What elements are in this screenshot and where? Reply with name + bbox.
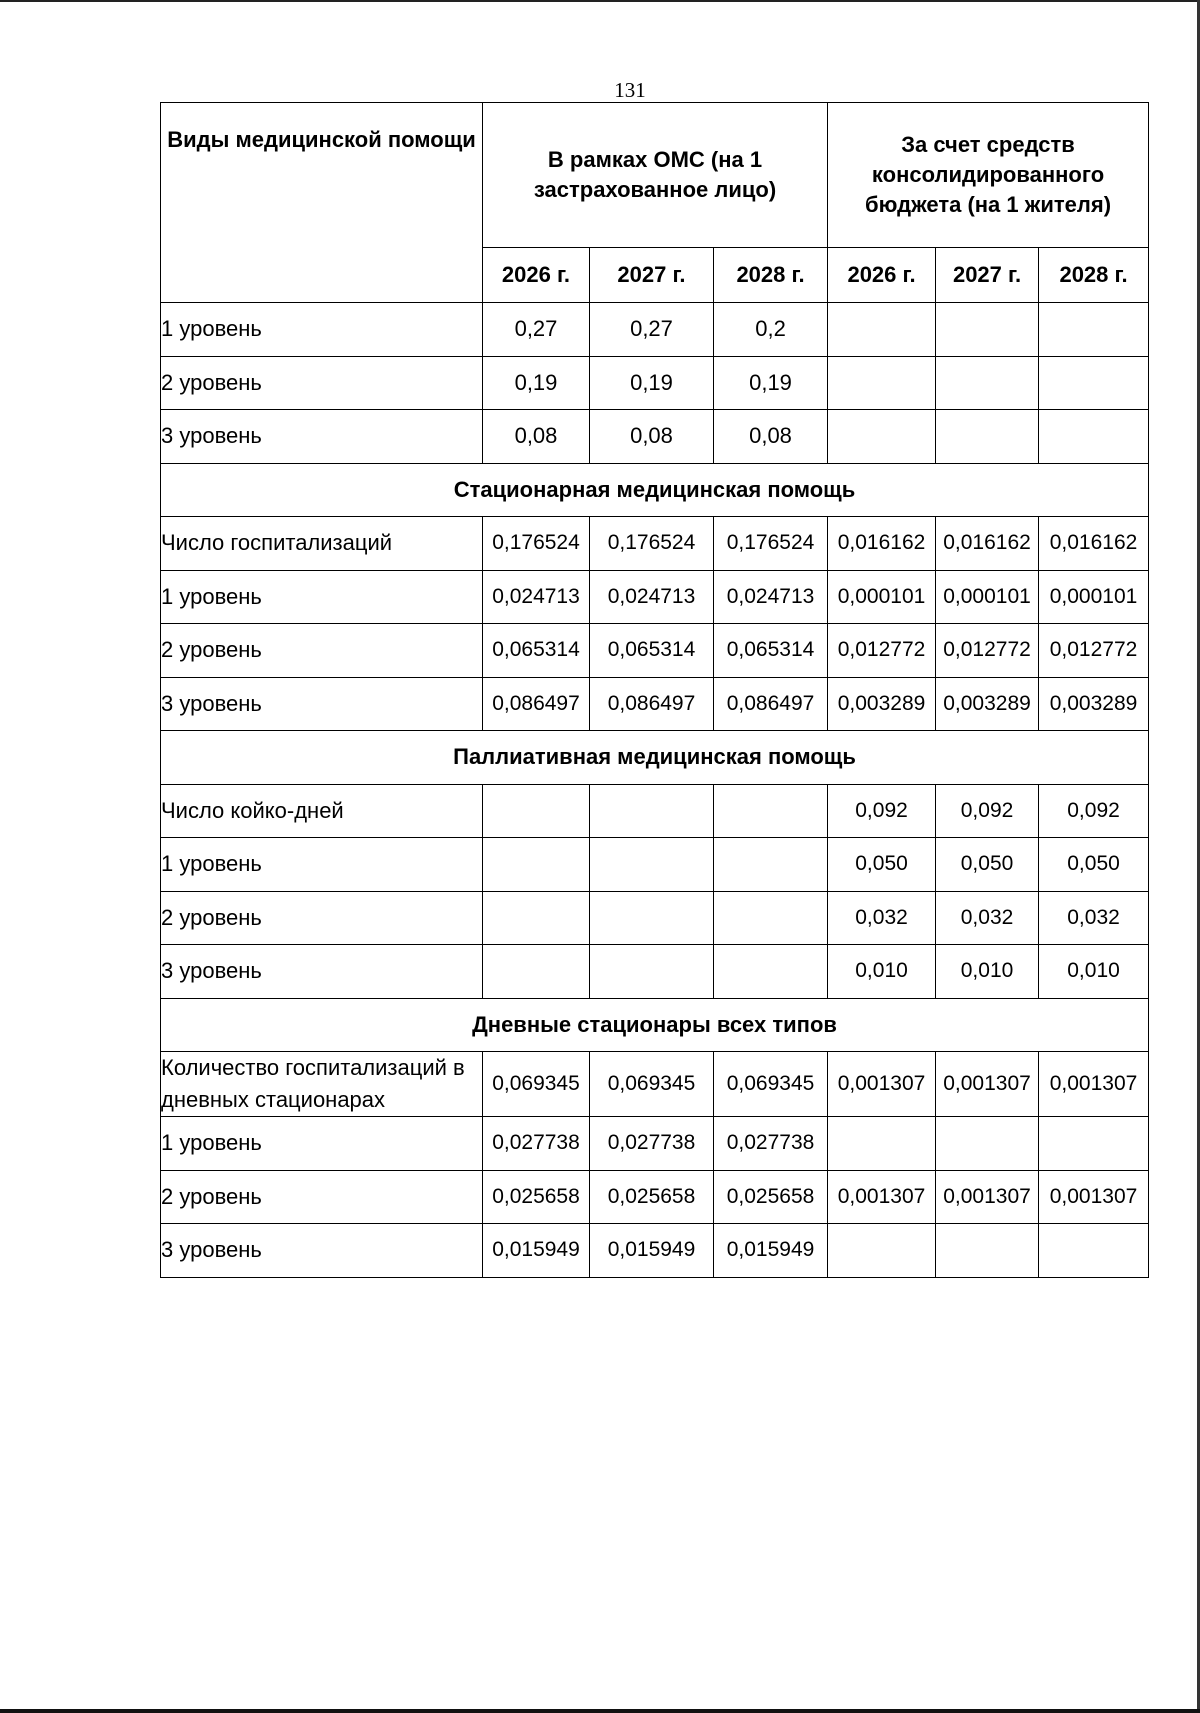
table-body bbox=[161, 103, 1149, 1278]
value-cell bbox=[483, 945, 590, 999]
value-cell: 0,065314 bbox=[714, 624, 828, 678]
section-row bbox=[161, 998, 1149, 1052]
value-cell: 0,032 bbox=[1039, 891, 1149, 945]
value-cell: 0,032 bbox=[936, 891, 1039, 945]
value-cell: 0,092 bbox=[828, 784, 936, 838]
value-cell: 0,000101 bbox=[1039, 570, 1149, 624]
value-cell: 0,27 bbox=[590, 303, 714, 357]
table-row bbox=[161, 356, 1149, 410]
value-cell bbox=[590, 784, 714, 838]
page-number: 131 bbox=[614, 78, 646, 102]
value-cell: 0,027738 bbox=[483, 1117, 590, 1171]
value-cell: 0,032 bbox=[828, 891, 936, 945]
section-row bbox=[161, 731, 1149, 785]
value-cell: 0,010 bbox=[1039, 945, 1149, 999]
table-row bbox=[161, 1224, 1149, 1278]
row-label: 2 уровень bbox=[161, 1170, 483, 1224]
value-cell: 0,003289 bbox=[828, 677, 936, 731]
header-year: 2027 г. bbox=[936, 248, 1039, 303]
value-cell: 0,19 bbox=[590, 356, 714, 410]
value-cell: 0,024713 bbox=[590, 570, 714, 624]
value-cell: 0,027738 bbox=[590, 1117, 714, 1171]
header-year: 2026 г. bbox=[483, 248, 590, 303]
scan-edge-top bbox=[0, 0, 1200, 2]
value-cell: 0,001307 bbox=[936, 1052, 1039, 1117]
row-label: Число койко-дней bbox=[161, 784, 483, 838]
value-cell: 0,000101 bbox=[828, 570, 936, 624]
header-year: 2027 г. bbox=[590, 248, 714, 303]
value-cell: 0,015949 bbox=[714, 1224, 828, 1278]
value-cell bbox=[714, 784, 828, 838]
row-label: Число госпитализаций bbox=[161, 517, 483, 571]
table-row bbox=[161, 677, 1149, 731]
value-cell: 0,024713 bbox=[483, 570, 590, 624]
care-volume-table bbox=[160, 102, 1149, 1278]
value-cell bbox=[483, 784, 590, 838]
value-cell: 0,27 bbox=[483, 303, 590, 357]
value-cell: 0,176524 bbox=[590, 517, 714, 571]
value-cell: 0,010 bbox=[936, 945, 1039, 999]
value-cell bbox=[1039, 303, 1149, 357]
section-title: Стационарная медицинская помощь bbox=[161, 463, 1149, 517]
value-cell bbox=[1039, 410, 1149, 464]
value-cell bbox=[1039, 1117, 1149, 1171]
table-row bbox=[161, 1170, 1149, 1224]
value-cell bbox=[828, 1117, 936, 1171]
value-cell: 0,016162 bbox=[828, 517, 936, 571]
value-cell bbox=[590, 891, 714, 945]
value-cell: 0,19 bbox=[483, 356, 590, 410]
value-cell: 0,092 bbox=[1039, 784, 1149, 838]
row-label: 1 уровень bbox=[161, 570, 483, 624]
value-cell: 0,08 bbox=[590, 410, 714, 464]
value-cell: 0,012772 bbox=[828, 624, 936, 678]
value-cell: 0,001307 bbox=[1039, 1170, 1149, 1224]
row-label: 3 уровень bbox=[161, 410, 483, 464]
value-cell bbox=[1039, 356, 1149, 410]
value-cell: 0,012772 bbox=[936, 624, 1039, 678]
header-budget-group: За счет средств консолидированного бюджета (на 1 жителя) bbox=[828, 103, 1149, 248]
table-row bbox=[161, 570, 1149, 624]
value-cell: 0,015949 bbox=[590, 1224, 714, 1278]
value-cell bbox=[936, 410, 1039, 464]
value-cell bbox=[828, 1224, 936, 1278]
section-title: Дневные стационары всех типов bbox=[161, 998, 1149, 1052]
value-cell: 0,065314 bbox=[483, 624, 590, 678]
value-cell: 0,092 bbox=[936, 784, 1039, 838]
value-cell: 0,001307 bbox=[936, 1170, 1039, 1224]
value-cell: 0,016162 bbox=[1039, 517, 1149, 571]
header-year: 2028 г. bbox=[1039, 248, 1149, 303]
row-label: 1 уровень bbox=[161, 303, 483, 357]
value-cell bbox=[483, 891, 590, 945]
value-cell: 0,001307 bbox=[1039, 1052, 1149, 1117]
value-cell: 0,015949 bbox=[483, 1224, 590, 1278]
header-year: 2028 г. bbox=[714, 248, 828, 303]
value-cell: 0,086497 bbox=[714, 677, 828, 731]
table-row bbox=[161, 1052, 1149, 1117]
value-cell: 0,065314 bbox=[590, 624, 714, 678]
value-cell: 0,016162 bbox=[936, 517, 1039, 571]
scan-edge-bottom bbox=[0, 1709, 1200, 1713]
value-cell bbox=[936, 303, 1039, 357]
value-cell: 0,050 bbox=[936, 838, 1039, 892]
value-cell: 0,069345 bbox=[714, 1052, 828, 1117]
value-cell bbox=[590, 838, 714, 892]
section-title: Паллиативная медицинская помощь bbox=[161, 731, 1149, 785]
table-row bbox=[161, 410, 1149, 464]
table-row bbox=[161, 517, 1149, 571]
value-cell bbox=[714, 945, 828, 999]
value-cell bbox=[828, 410, 936, 464]
row-label: 2 уровень bbox=[161, 624, 483, 678]
value-cell bbox=[936, 1224, 1039, 1278]
value-cell: 0,069345 bbox=[590, 1052, 714, 1117]
value-cell: 0,025658 bbox=[590, 1170, 714, 1224]
row-label: 2 уровень bbox=[161, 356, 483, 410]
value-cell: 0,086497 bbox=[590, 677, 714, 731]
table-row bbox=[161, 945, 1149, 999]
value-cell: 0,025658 bbox=[483, 1170, 590, 1224]
header-care-kind: Виды медицинской помощи bbox=[161, 103, 483, 303]
table-row bbox=[161, 784, 1149, 838]
row-label: 1 уровень bbox=[161, 1117, 483, 1171]
value-cell bbox=[936, 1117, 1039, 1171]
value-cell bbox=[714, 891, 828, 945]
value-cell: 0,08 bbox=[483, 410, 590, 464]
table-row bbox=[161, 838, 1149, 892]
value-cell: 0,024713 bbox=[714, 570, 828, 624]
value-cell: 0,2 bbox=[714, 303, 828, 357]
value-cell bbox=[1039, 1224, 1149, 1278]
header-group-row bbox=[161, 103, 1149, 248]
section-row bbox=[161, 463, 1149, 517]
value-cell bbox=[828, 303, 936, 357]
value-cell bbox=[936, 356, 1039, 410]
value-cell: 0,001307 bbox=[828, 1052, 936, 1117]
value-cell bbox=[828, 356, 936, 410]
header-oms-group: В рамках ОМС (на 1 застрахованное лицо) bbox=[483, 103, 828, 248]
row-label: 3 уровень bbox=[161, 945, 483, 999]
row-label: 2 уровень bbox=[161, 891, 483, 945]
value-cell: 0,012772 bbox=[1039, 624, 1149, 678]
value-cell: 0,025658 bbox=[714, 1170, 828, 1224]
value-cell: 0,003289 bbox=[1039, 677, 1149, 731]
row-label: 3 уровень bbox=[161, 1224, 483, 1278]
header-year: 2026 г. bbox=[828, 248, 936, 303]
table-row bbox=[161, 303, 1149, 357]
value-cell: 0,010 bbox=[828, 945, 936, 999]
value-cell: 0,027738 bbox=[714, 1117, 828, 1171]
table-row bbox=[161, 624, 1149, 678]
value-cell: 0,001307 bbox=[828, 1170, 936, 1224]
value-cell: 0,000101 bbox=[936, 570, 1039, 624]
value-cell: 0,19 bbox=[714, 356, 828, 410]
value-cell bbox=[714, 838, 828, 892]
value-cell: 0,003289 bbox=[936, 677, 1039, 731]
value-cell: 0,176524 bbox=[714, 517, 828, 571]
value-cell: 0,176524 bbox=[483, 517, 590, 571]
row-label: 1 уровень bbox=[161, 838, 483, 892]
value-cell: 0,050 bbox=[828, 838, 936, 892]
value-cell: 0,050 bbox=[1039, 838, 1149, 892]
table-row bbox=[161, 891, 1149, 945]
value-cell bbox=[590, 945, 714, 999]
value-cell: 0,086497 bbox=[483, 677, 590, 731]
row-label: 3 уровень bbox=[161, 677, 483, 731]
row-label: Количество госпитализаций в дневных стационарах bbox=[161, 1052, 483, 1117]
value-cell: 0,069345 bbox=[483, 1052, 590, 1117]
value-cell: 0,08 bbox=[714, 410, 828, 464]
table-row bbox=[161, 1117, 1149, 1171]
value-cell bbox=[483, 838, 590, 892]
